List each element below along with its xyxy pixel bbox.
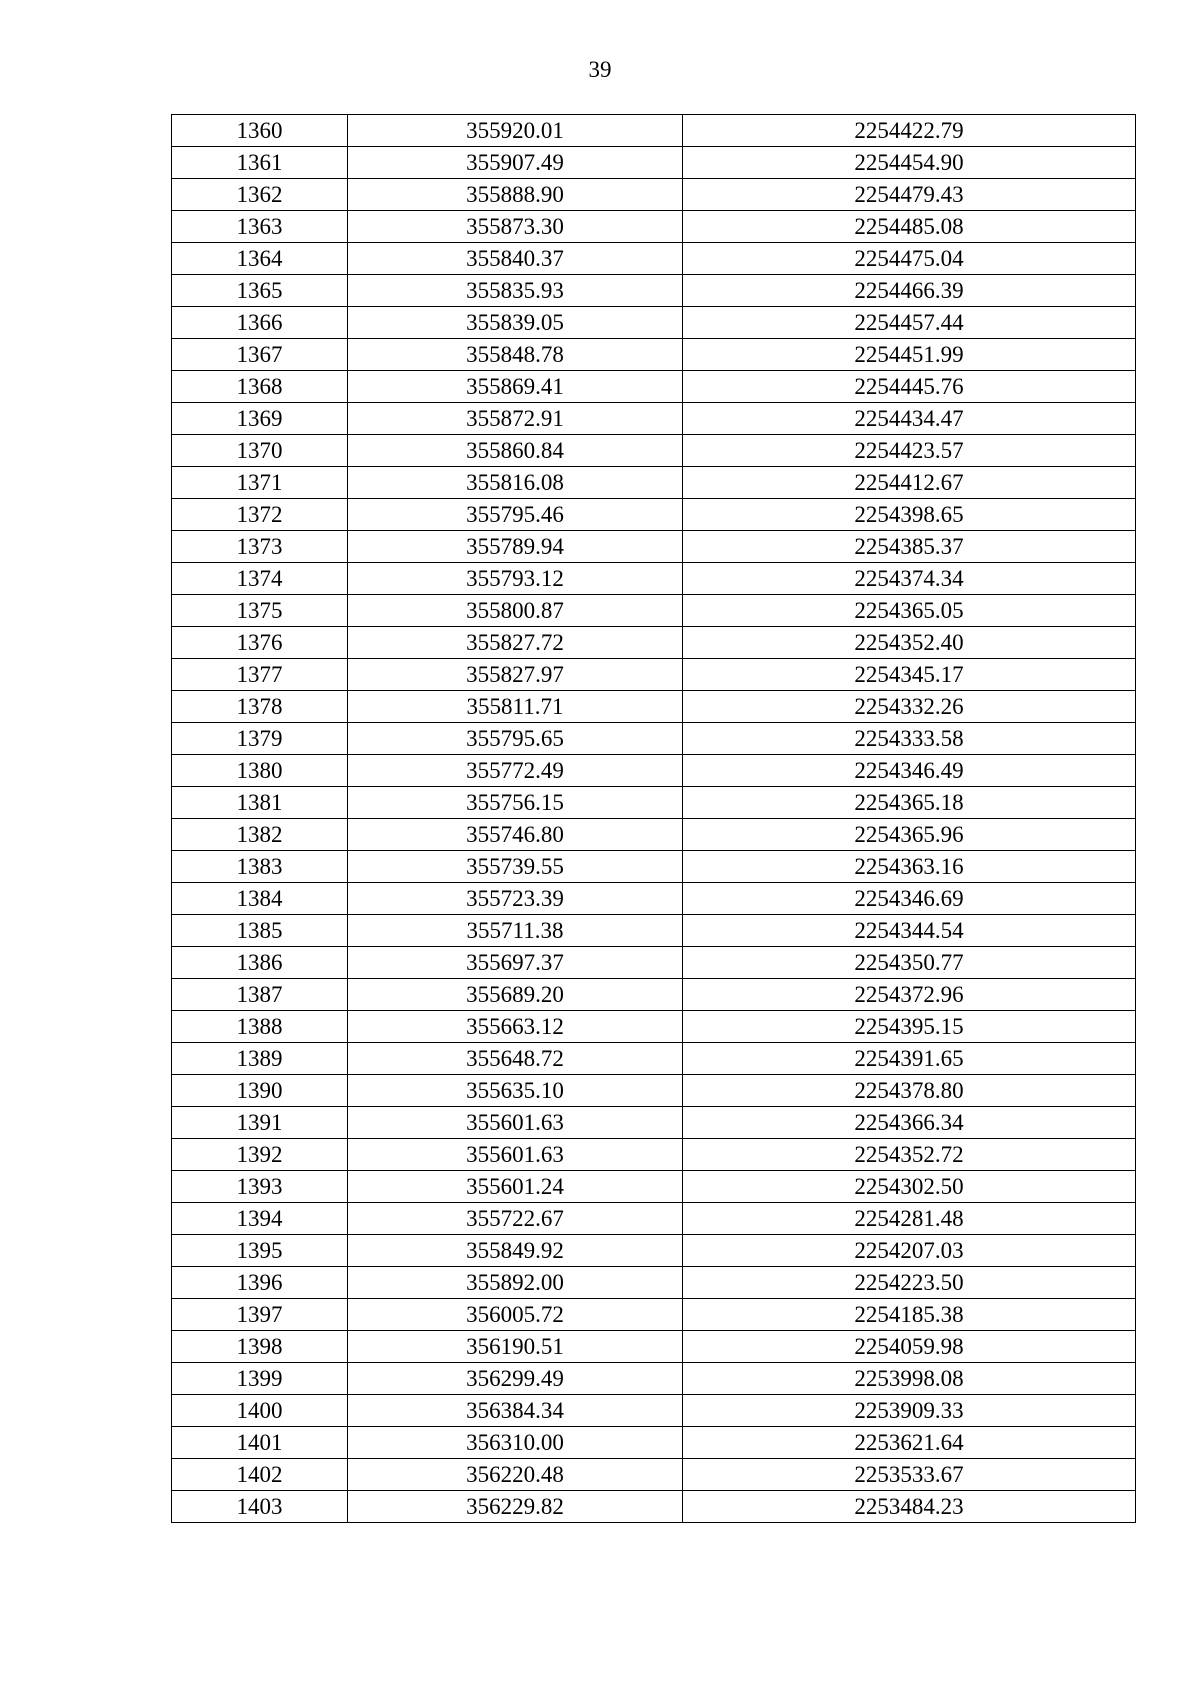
point-number-cell: 1403 — [172, 1491, 348, 1523]
table-row — [172, 531, 1136, 563]
x-coordinate-cell: 355601.63 — [348, 1139, 683, 1171]
y-coordinate-cell: 2253998.08 — [683, 1363, 1136, 1395]
point-number-cell: 1395 — [172, 1235, 348, 1267]
x-coordinate-cell: 355795.65 — [348, 723, 683, 755]
y-coordinate-cell: 2253484.23 — [683, 1491, 1136, 1523]
x-coordinate-cell: 355816.08 — [348, 467, 683, 499]
y-coordinate-cell: 2254445.76 — [683, 371, 1136, 403]
point-number-cell: 1372 — [172, 499, 348, 531]
y-coordinate-cell: 2254363.16 — [683, 851, 1136, 883]
point-number-cell: 1390 — [172, 1075, 348, 1107]
x-coordinate-cell: 355746.80 — [348, 819, 683, 851]
y-coordinate-cell: 2254352.72 — [683, 1139, 1136, 1171]
y-coordinate-cell: 2254333.58 — [683, 723, 1136, 755]
y-coordinate-cell: 2254346.69 — [683, 883, 1136, 915]
table-row — [172, 723, 1136, 755]
table-row — [172, 1459, 1136, 1491]
point-number-cell: 1362 — [172, 179, 348, 211]
table-row — [172, 1139, 1136, 1171]
table-row — [172, 851, 1136, 883]
table-row — [172, 1203, 1136, 1235]
table-row — [172, 307, 1136, 339]
table-row — [172, 787, 1136, 819]
y-coordinate-cell: 2254374.34 — [683, 563, 1136, 595]
y-coordinate-cell: 2254332.26 — [683, 691, 1136, 723]
point-number-cell: 1388 — [172, 1011, 348, 1043]
x-coordinate-cell: 355635.10 — [348, 1075, 683, 1107]
y-coordinate-cell: 2254385.37 — [683, 531, 1136, 563]
point-number-cell: 1385 — [172, 915, 348, 947]
x-coordinate-cell: 356005.72 — [348, 1299, 683, 1331]
table-row — [172, 467, 1136, 499]
point-number-cell: 1396 — [172, 1267, 348, 1299]
y-coordinate-cell: 2254281.48 — [683, 1203, 1136, 1235]
x-coordinate-cell: 356299.49 — [348, 1363, 683, 1395]
x-coordinate-cell: 355739.55 — [348, 851, 683, 883]
y-coordinate-cell: 2254207.03 — [683, 1235, 1136, 1267]
point-number-cell: 1389 — [172, 1043, 348, 1075]
x-coordinate-cell: 355756.15 — [348, 787, 683, 819]
x-coordinate-cell: 355795.46 — [348, 499, 683, 531]
y-coordinate-cell: 2254422.79 — [683, 115, 1136, 147]
y-coordinate-cell: 2254398.65 — [683, 499, 1136, 531]
table-row — [172, 211, 1136, 243]
x-coordinate-cell: 355840.37 — [348, 243, 683, 275]
x-coordinate-cell: 355793.12 — [348, 563, 683, 595]
table-row — [172, 947, 1136, 979]
point-number-cell: 1398 — [172, 1331, 348, 1363]
x-coordinate-cell: 356190.51 — [348, 1331, 683, 1363]
point-number-cell: 1381 — [172, 787, 348, 819]
page-number: 39 — [588, 57, 612, 82]
table-row — [172, 1011, 1136, 1043]
table-row — [172, 115, 1136, 147]
table-row — [172, 563, 1136, 595]
point-number-cell: 1394 — [172, 1203, 348, 1235]
y-coordinate-cell: 2254302.50 — [683, 1171, 1136, 1203]
point-number-cell: 1374 — [172, 563, 348, 595]
y-coordinate-cell: 2254059.98 — [683, 1331, 1136, 1363]
point-number-cell: 1360 — [172, 115, 348, 147]
point-number-cell: 1364 — [172, 243, 348, 275]
x-coordinate-cell: 355860.84 — [348, 435, 683, 467]
x-coordinate-cell: 355873.30 — [348, 211, 683, 243]
point-number-cell: 1383 — [172, 851, 348, 883]
table-row — [172, 1171, 1136, 1203]
point-number-cell: 1375 — [172, 595, 348, 627]
x-coordinate-cell: 355835.93 — [348, 275, 683, 307]
y-coordinate-cell: 2254475.04 — [683, 243, 1136, 275]
y-coordinate-cell: 2254457.44 — [683, 307, 1136, 339]
y-coordinate-cell: 2254479.43 — [683, 179, 1136, 211]
y-coordinate-cell: 2254350.77 — [683, 947, 1136, 979]
y-coordinate-cell: 2254345.17 — [683, 659, 1136, 691]
table-row — [172, 435, 1136, 467]
table-row — [172, 243, 1136, 275]
table-row — [172, 1107, 1136, 1139]
point-number-cell: 1393 — [172, 1171, 348, 1203]
y-coordinate-cell: 2254366.34 — [683, 1107, 1136, 1139]
table-row — [172, 1331, 1136, 1363]
table-row — [172, 627, 1136, 659]
point-number-cell: 1387 — [172, 979, 348, 1011]
x-coordinate-cell: 356229.82 — [348, 1491, 683, 1523]
table-row — [172, 371, 1136, 403]
x-coordinate-cell: 355848.78 — [348, 339, 683, 371]
point-number-cell: 1361 — [172, 147, 348, 179]
table-row — [172, 339, 1136, 371]
x-coordinate-cell: 355839.05 — [348, 307, 683, 339]
point-number-cell: 1365 — [172, 275, 348, 307]
y-coordinate-cell: 2254412.67 — [683, 467, 1136, 499]
point-number-cell: 1399 — [172, 1363, 348, 1395]
point-number-cell: 1378 — [172, 691, 348, 723]
x-coordinate-cell: 355827.97 — [348, 659, 683, 691]
coordinates-table — [171, 114, 1136, 1523]
point-number-cell: 1382 — [172, 819, 348, 851]
point-number-cell: 1377 — [172, 659, 348, 691]
table-row — [172, 1299, 1136, 1331]
table-row — [172, 179, 1136, 211]
x-coordinate-cell: 356384.34 — [348, 1395, 683, 1427]
x-coordinate-cell: 355697.37 — [348, 947, 683, 979]
y-coordinate-cell: 2254391.65 — [683, 1043, 1136, 1075]
y-coordinate-cell: 2253621.64 — [683, 1427, 1136, 1459]
table-row — [172, 915, 1136, 947]
table-row — [172, 1267, 1136, 1299]
point-number-cell: 1397 — [172, 1299, 348, 1331]
point-number-cell: 1371 — [172, 467, 348, 499]
coordinates-table-body — [172, 115, 1136, 1523]
x-coordinate-cell: 355872.91 — [348, 403, 683, 435]
x-coordinate-cell: 355723.39 — [348, 883, 683, 915]
y-coordinate-cell: 2254454.90 — [683, 147, 1136, 179]
x-coordinate-cell: 356310.00 — [348, 1427, 683, 1459]
table-row — [172, 1363, 1136, 1395]
x-coordinate-cell: 355907.49 — [348, 147, 683, 179]
y-coordinate-cell: 2254451.99 — [683, 339, 1136, 371]
point-number-cell: 1392 — [172, 1139, 348, 1171]
y-coordinate-cell: 2254395.15 — [683, 1011, 1136, 1043]
table-row — [172, 499, 1136, 531]
table-row — [172, 883, 1136, 915]
x-coordinate-cell: 355601.63 — [348, 1107, 683, 1139]
x-coordinate-cell: 355772.49 — [348, 755, 683, 787]
table-row — [172, 1427, 1136, 1459]
x-coordinate-cell: 355689.20 — [348, 979, 683, 1011]
y-coordinate-cell: 2254185.38 — [683, 1299, 1136, 1331]
point-number-cell: 1363 — [172, 211, 348, 243]
x-coordinate-cell: 355811.71 — [348, 691, 683, 723]
point-number-cell: 1386 — [172, 947, 348, 979]
point-number-cell: 1384 — [172, 883, 348, 915]
point-number-cell: 1369 — [172, 403, 348, 435]
table-row — [172, 1075, 1136, 1107]
x-coordinate-cell: 355849.92 — [348, 1235, 683, 1267]
table-row — [172, 659, 1136, 691]
x-coordinate-cell: 355827.72 — [348, 627, 683, 659]
point-number-cell: 1400 — [172, 1395, 348, 1427]
x-coordinate-cell: 355648.72 — [348, 1043, 683, 1075]
x-coordinate-cell: 355722.67 — [348, 1203, 683, 1235]
x-coordinate-cell: 355601.24 — [348, 1171, 683, 1203]
table-row — [172, 755, 1136, 787]
y-coordinate-cell: 2254352.40 — [683, 627, 1136, 659]
table-row — [172, 275, 1136, 307]
table-row — [172, 1491, 1136, 1523]
point-number-cell: 1379 — [172, 723, 348, 755]
point-number-cell: 1373 — [172, 531, 348, 563]
y-coordinate-cell: 2253533.67 — [683, 1459, 1136, 1491]
point-number-cell: 1380 — [172, 755, 348, 787]
x-coordinate-cell: 355888.90 — [348, 179, 683, 211]
table-row — [172, 819, 1136, 851]
y-coordinate-cell: 2254485.08 — [683, 211, 1136, 243]
y-coordinate-cell: 2254365.05 — [683, 595, 1136, 627]
x-coordinate-cell: 355892.00 — [348, 1267, 683, 1299]
point-number-cell: 1401 — [172, 1427, 348, 1459]
y-coordinate-cell: 2254365.18 — [683, 787, 1136, 819]
point-number-cell: 1370 — [172, 435, 348, 467]
point-number-cell: 1402 — [172, 1459, 348, 1491]
table-row — [172, 595, 1136, 627]
x-coordinate-cell: 355711.38 — [348, 915, 683, 947]
x-coordinate-cell: 355663.12 — [348, 1011, 683, 1043]
y-coordinate-cell: 2254434.47 — [683, 403, 1136, 435]
y-coordinate-cell: 2254344.54 — [683, 915, 1136, 947]
table-row — [172, 1235, 1136, 1267]
point-number-cell: 1391 — [172, 1107, 348, 1139]
y-coordinate-cell: 2254223.50 — [683, 1267, 1136, 1299]
point-number-cell: 1366 — [172, 307, 348, 339]
y-coordinate-cell: 2254346.49 — [683, 755, 1136, 787]
x-coordinate-cell: 355869.41 — [348, 371, 683, 403]
point-number-cell: 1368 — [172, 371, 348, 403]
table-row — [172, 979, 1136, 1011]
x-coordinate-cell: 355789.94 — [348, 531, 683, 563]
y-coordinate-cell: 2253909.33 — [683, 1395, 1136, 1427]
y-coordinate-cell: 2254372.96 — [683, 979, 1136, 1011]
x-coordinate-cell: 355920.01 — [348, 115, 683, 147]
point-number-cell: 1367 — [172, 339, 348, 371]
y-coordinate-cell: 2254378.80 — [683, 1075, 1136, 1107]
x-coordinate-cell: 356220.48 — [348, 1459, 683, 1491]
table-row — [172, 1043, 1136, 1075]
x-coordinate-cell: 355800.87 — [348, 595, 683, 627]
point-number-cell: 1376 — [172, 627, 348, 659]
y-coordinate-cell: 2254423.57 — [683, 435, 1136, 467]
table-row — [172, 147, 1136, 179]
table-row — [172, 691, 1136, 723]
y-coordinate-cell: 2254466.39 — [683, 275, 1136, 307]
y-coordinate-cell: 2254365.96 — [683, 819, 1136, 851]
table-row — [172, 403, 1136, 435]
table-row — [172, 1395, 1136, 1427]
